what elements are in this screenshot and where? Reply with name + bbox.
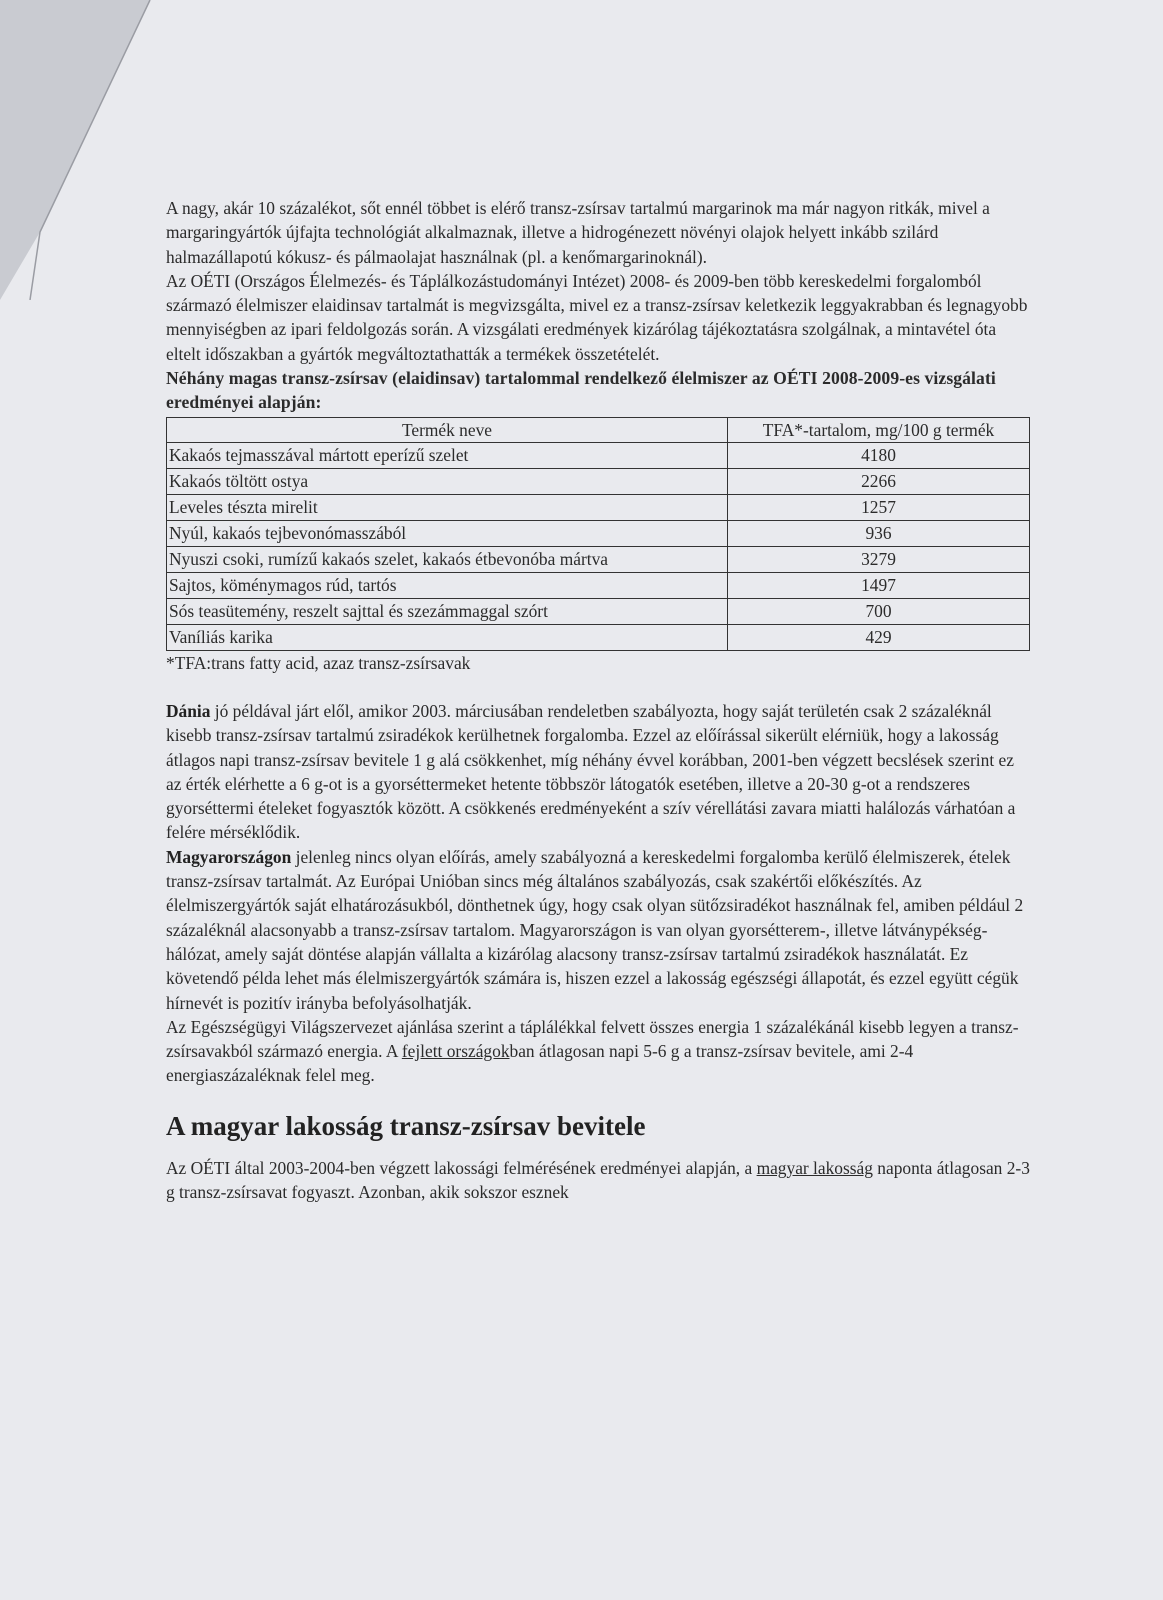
product-name: Kakaós tejmasszával mártott eperízű szelet (167, 442, 728, 468)
table-caption: Néhány magas transz-zsírsav (elaidinsav) tartalommal rendelkező élelmiszer az OÉTI 2008-2009-es vizsgálati eredményei alapján: (166, 368, 996, 413)
table-header-row (167, 417, 1030, 442)
tfa-value: 936 (728, 520, 1030, 546)
product-name: Vaníliás karika (167, 624, 728, 650)
who-text-end: ban átlagosan napi 5-6 g a transz-zsírsav bevitele, ami 2-4 energiaszázaléknak felel meg. (166, 1041, 914, 1086)
tfa-value: 4180 (728, 442, 1030, 468)
paragraph-denmark (166, 699, 1030, 845)
who-text-start: Az Egészségügyi Világszervezet ajánlása szerint a táplálékkal felvett összes energia 1 százalékánál kisebb legyen a transz-zsírsavakból származó energia. A (166, 1016, 1019, 1062)
table-row (167, 624, 1030, 650)
folded-page-corner (0, 0, 170, 300)
paragraph-hungarian-intake (166, 1156, 1030, 1205)
tfa-value: 3279 (728, 546, 1030, 572)
header-product-name: Termék neve (167, 417, 728, 442)
intake-text-start: Az OÉTI által 2003-2004-ben végzett lakossági felmérésének eredményei alapján, a (166, 1157, 757, 1178)
table-row (167, 546, 1030, 572)
hungary-label: Magyarországon (166, 846, 292, 867)
paragraph-who (166, 1015, 1030, 1088)
denmark-text: jó példával járt elől, amikor 2003. márciusában rendeletben szabályozta, hogy saját területén csak 2 százaléknál kisebb transz-zsírsav tartalmú zsiradékok kerülhetnek forgalomba. Ezzel az előírással sikerült elérniük, hogy a lakosság átlagos napi transz-zsírsav bevitele 1 g alá csökkenhet, míg néhány évvel korábban, 2001-ben végzett becslések szerint ez az érték elérhette a 6 g-ot is a gyorséttermeket hetente többször látogatók esetében, illetve a 20-30 g-ot a rendszeres gyorséttermi ételeket fogyasztók között. A csökkenés eredményeként a szív vérellátási zavara miatti halálozás várhatóan a felére mérséklődik. (166, 700, 1016, 843)
table-row (167, 572, 1030, 598)
tfa-value: 2266 (728, 468, 1030, 494)
table-row (167, 494, 1030, 520)
product-name: Nyuszi csoki, rumízű kakaós szelet, kakaós étbevonóba mártva (167, 546, 728, 572)
hungary-text: jelenleg nincs olyan előírás, amely szabályozná a kereskedelmi forgalomba kerülő élelmiszerek, ételek transz-zsírsav tartalmát. Az Európai Unióban sincs még általános szabályozás, csak szakértői előkészítés. Az élelmiszergyártók saját elhatározásukból, dönthetnek úgy, hogy csak olyan sütőzsiradékot használnak fel, amiben például 2 százaléknál alacsonyabb a transz-zsírsav tartalom. Magyarországon is van olyan gyorsétterem-, illetve látványpékség-hálózat, amely saját döntése alapján vállalta a kizárólag alacsony transz-zsírsav tartalmú zsiradékok használatát. Ez követendő példa lehet más élelmiszergyártók számára is, hiszen ezzel a lakosság egészségi állapotát, és ezzel együtt cégük hírnevét is pozitív irányba befolyásolhatják. (166, 846, 1024, 1013)
product-name: Sajtos, köménymagos rúd, tartós (167, 572, 728, 598)
tfa-table (166, 417, 1030, 651)
section-heading: A magyar lakosság transz-zsírsav bevitele (166, 1110, 646, 1141)
table-row (167, 468, 1030, 494)
table-row (167, 442, 1030, 468)
table-row (167, 598, 1030, 624)
product-name: Leveles tészta mirelit (167, 494, 728, 520)
header-tfa-content: TFA*-tartalom, mg/100 g termék (728, 417, 1030, 442)
product-name: Kakaós töltött ostya (167, 468, 728, 494)
paragraph-margarine: A nagy, akár 10 százalékot, sőt ennél többet is elérő transz-zsírsav tartalmú margarinok ma már nagyon ritkák, mivel a margaringyártók újfajta technológiát alkalmaznak, illetve a hidrogénezett növényi olajok helyett inkább szilárd halmazállapotú kókusz- és pálmaolajat használnak (pl. a kenőmargarinoknál). (166, 198, 990, 267)
denmark-label: Dánia (166, 700, 211, 721)
tfa-value: 1257 (728, 494, 1030, 520)
intake-text-end: naponta átlagosan 2-3 g transz-zsírsavat fogyaszt. Azonban, akik sokszor esznek (166, 1157, 1030, 1203)
tfa-value: 1497 (728, 572, 1030, 598)
table-footnote: *TFA:trans fatty acid, azaz transz-zsírsavak (166, 652, 471, 673)
tfa-value: 700 (728, 598, 1030, 624)
developed-countries-link[interactable]: fejlett országok (401, 1041, 510, 1062)
product-name: Nyúl, kakaós tejbevonómasszából (167, 520, 728, 546)
product-name: Sós teasütemény, reszelt sajttal és szezámmaggal szórt (167, 598, 728, 624)
paragraph-oeti: Az OÉTI (Országos Élelmezés- és Táplálkozástudományi Intézet) 2008- és 2009-ben több kereskedelmi forgalomból származó élelmiszer elaidinsav tartalmát is megvizsgálta, mivel ez a transz-zsírsav keletkezik leggyakrabban és legnagyobb mennyiségben az ipari feldolgozás során. A vizsgálati eredmények kizárólag tájékoztatásra szolgálnak, a mintavétel óta eltelt időszakban a gyártók megváltoztathatták a termékek összetételét. (166, 270, 1028, 364)
hungarian-population-link[interactable]: magyar lakosság (756, 1157, 873, 1178)
tfa-value: 429 (728, 624, 1030, 650)
paragraph-hungary (166, 845, 1030, 1015)
table-row (167, 520, 1030, 546)
document-page (166, 196, 1030, 1204)
